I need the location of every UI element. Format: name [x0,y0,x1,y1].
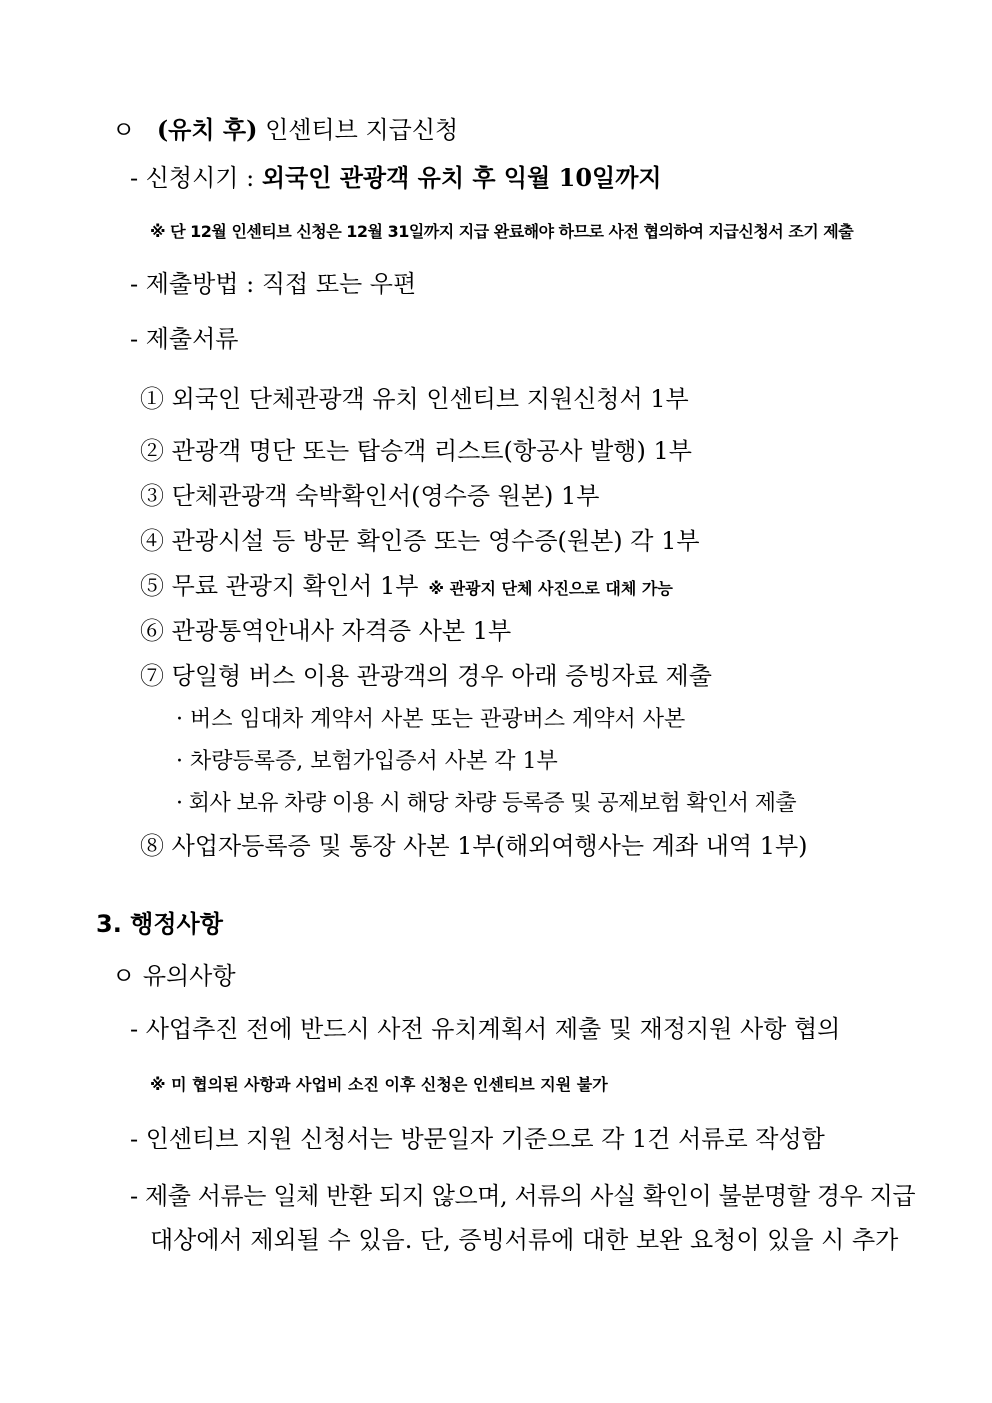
document-item-5-text: ⑤ 무료 관광지 확인서 1부 [140,572,419,600]
notice-item-1-note: ※ 미 협의된 사항과 사업비 소진 이후 신청은 인센티브 지원 불가 [150,1075,608,1094]
bus-subitem-3: · 회사 보유 차량 이용 시 해당 차량 등록증 및 공제보험 확인서 제출 [176,791,797,816]
timing-note: ※ 단 12월 인센티브 신청은 12월 31일까지 지급 완료해야 하므로 사전 협의하여 지급신청서 조기 제출 [150,222,854,241]
timing-value: 외국인 관광객 유치 후 익월 10일까지 [261,163,662,192]
section3-heading: 3. 행정사항 [96,910,223,938]
notice-title: ㅇ 유의사항 [112,962,236,990]
document-item-6: ⑥ 관광통역안내사 자격증 사본 1부 [140,617,512,645]
document-item-4: ④ 관광시설 등 방문 확인증 또는 영수증(원본) 각 1부 [140,527,700,555]
incentive-title-bold: (유치 후) [156,115,258,144]
document-item-3: ③ 단체관광객 숙박확인서(영수증 원본) 1부 [140,482,600,510]
document-item-1: ① 외국인 단체관광객 유치 인센티브 지원신청서 1부 [140,385,689,413]
document-item-7: ⑦ 당일형 버스 이용 관광객의 경우 아래 증빙자료 제출 [140,662,712,690]
incentive-title-rest: 인센티브 지급신청 [257,116,459,144]
notice-item-1: - 사업추진 전에 반드시 사전 유치계획서 제출 및 재정지원 사항 협의 [130,1015,841,1043]
document-item-8: ⑧ 사업자등록증 및 통장 사본 1부(해외여행사는 계좌 내역 1부) [140,832,808,860]
bus-subitem-1: · 버스 임대차 계약서 사본 또는 관광버스 계약서 사본 [176,707,686,732]
method-line: - 제출방법 : 직접 또는 우편 [130,270,417,298]
bus-subitem-2: · 차량등록증, 보험가입증서 사본 각 1부 [176,749,558,774]
document-item-2: ② 관광객 명단 또는 탑승객 리스트(항공사 발행) 1부 [140,437,692,465]
notice-item-3-line2: 대상에서 제외될 수 있음. 단, 증빙서류에 대한 보완 요청이 있을 시 추가 [150,1226,899,1254]
document-item-5 [140,572,673,601]
timing-line [130,164,662,193]
incentive-title [112,116,458,145]
notice-item-3-line1: - 제출 서류는 일체 반환 되지 않으며, 서류의 사실 확인이 불분명할 경우 지급 [130,1182,916,1210]
document-item-5-note: ※ 관광지 단체 사진으로 대체 가능 [428,579,673,598]
notice-item-2: - 인센티브 지원 신청서는 방문일자 기준으로 각 1건 서류로 작성함 [130,1125,825,1153]
bullet-circle: ㅇ [112,116,136,144]
documents-label: - 제출서류 [130,325,239,353]
timing-label: - 신청시기 : [130,164,262,192]
